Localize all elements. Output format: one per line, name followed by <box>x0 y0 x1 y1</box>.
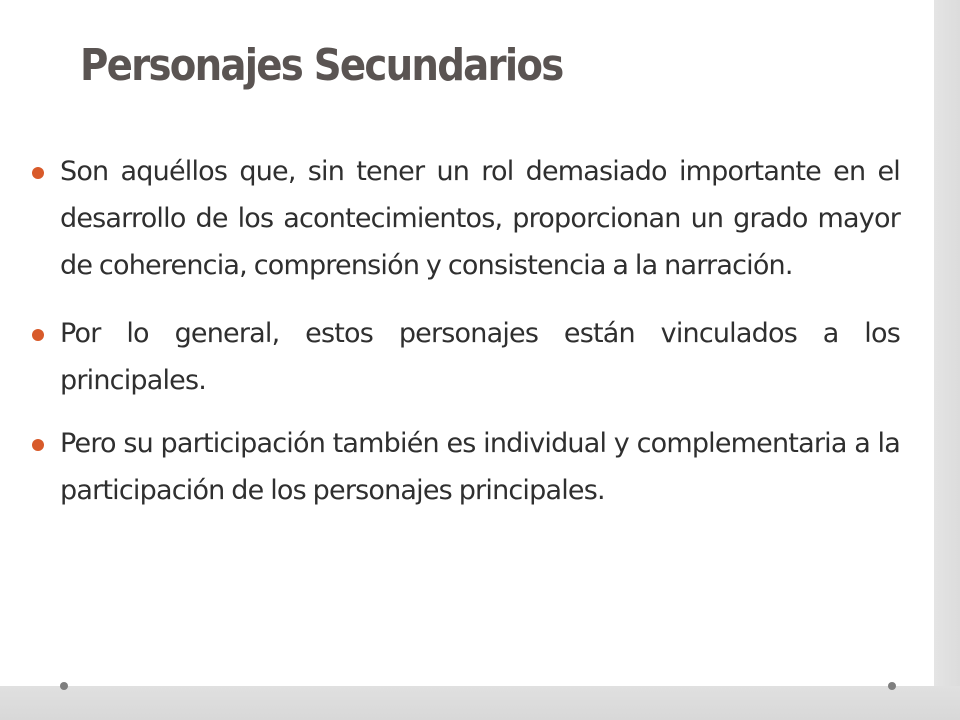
bullet-text: Pero su participación también es individual y complementaria a la participación de los personajes principales. <box>60 428 900 506</box>
bottom-margin-strip <box>0 686 960 720</box>
bullet-item <box>28 310 900 420</box>
bullet-dot-icon <box>32 329 44 341</box>
bullet-item <box>28 148 900 310</box>
corner-dot-icon <box>60 682 68 690</box>
bullet-dot-icon <box>32 439 44 451</box>
right-margin-strip <box>934 0 960 720</box>
bullet-list <box>28 148 900 520</box>
slide-title: Personajes Secundarios <box>80 40 563 91</box>
corner-dot-icon <box>888 682 896 690</box>
bullet-dot-icon <box>32 167 44 179</box>
bullet-text: Son aquéllos que, sin tener un rol demasiado importante en el desarrollo de los acontecimientos, proporcionan un grado mayor de coherencia, comprensión y consistencia a la narración. <box>60 156 900 281</box>
bullet-text: Por lo general, estos personajes están vinculados a los principales. <box>60 318 900 396</box>
bullet-item <box>28 420 900 520</box>
